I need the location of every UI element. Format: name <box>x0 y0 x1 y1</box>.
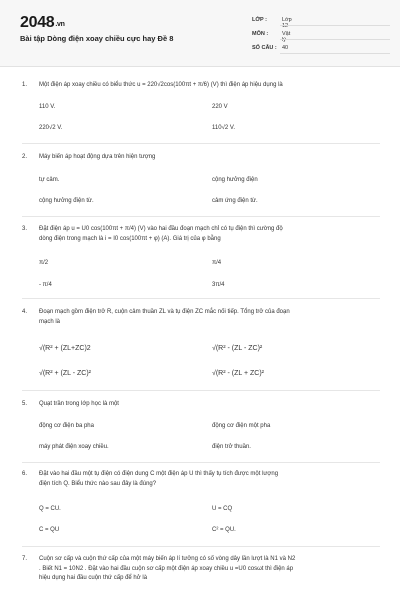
question-number: 1. <box>22 82 28 88</box>
option-4b[interactable]: √(R² - (ZL - ZC)² <box>212 345 263 352</box>
question-text <box>39 81 379 91</box>
meta-class-value: Lớp 12 <box>282 17 292 29</box>
meta-count-value: 40 <box>282 45 289 51</box>
option-2a[interactable]: tự cảm. <box>39 177 60 183</box>
option-3a[interactable]: π/2 <box>39 260 49 266</box>
option-2b[interactable]: cộng hưởng điện <box>212 177 258 183</box>
question-text <box>39 153 379 163</box>
question-line: Máy biến áp hoạt động dựa trên hiện tượng <box>39 154 156 160</box>
option-3d[interactable]: 3π/4 <box>212 282 225 288</box>
page-header <box>0 0 400 67</box>
option-1d[interactable]: 110√2 V. <box>212 125 235 131</box>
question-line: điện tích Q. Biểu thức nào sau đây là đúng? <box>39 480 157 487</box>
option-3b[interactable]: π/4 <box>212 260 222 266</box>
divider <box>22 298 380 299</box>
question-line: hiệu dụng hai đầu cuộn thứ cấp để hở là <box>39 575 148 581</box>
question-line: mạch là <box>39 318 61 325</box>
question-number: 4. <box>22 309 28 315</box>
divider <box>22 216 380 217</box>
option-3c[interactable]: - π/4 <box>39 282 52 288</box>
divider <box>22 390 380 391</box>
divider <box>22 546 380 547</box>
option-6c[interactable]: C = QU <box>39 527 60 533</box>
option-5b[interactable]: động cơ điện một pha <box>212 423 271 429</box>
option-1c[interactable]: 220√2 V. <box>39 125 63 131</box>
option-1a[interactable]: 110 V. <box>39 104 56 110</box>
question-line: . Biết N1 = 10N2 . Đặt vào hai đầu cuộn sơ cấp một điện áp xoay chiều u =U0 cosωt thì điện áp <box>39 565 294 572</box>
logo-text: 2048 <box>20 14 55 31</box>
question-text <box>39 470 379 489</box>
question-line: dòng điện trong mạch là i = I0 cos(100πt + φ) (A). Giá trị của φ bằng <box>39 235 221 242</box>
option-4a[interactable]: √(R² + (ZL+ZC)2 <box>39 345 91 352</box>
option-6b[interactable]: U = CQ <box>212 506 233 512</box>
option-2c[interactable]: cộng hưởng điện từ. <box>39 198 94 204</box>
question-line: Quạt trần trong lớp học là một <box>39 401 119 407</box>
option-5a[interactable]: động cơ điện ba pha <box>39 423 94 429</box>
question-number: 2. <box>22 154 28 160</box>
question-text <box>39 225 379 244</box>
divider <box>22 462 380 463</box>
meta-subject-key: MÔN : <box>252 31 269 37</box>
question-number: 6. <box>22 471 28 477</box>
option-4d[interactable]: √(R² - (ZL + ZC)² <box>212 370 264 377</box>
meta-count-key: SỐ CÂU : <box>252 45 277 51</box>
option-5c[interactable]: máy phát điện xoay chiều. <box>39 444 109 450</box>
question-number: 3. <box>22 226 28 232</box>
question-number: 7. <box>22 556 28 562</box>
question-line: Đặt vào hai đầu một tụ điện có điện dung C một điện áp U thì thấy tụ tích được một lượng <box>39 471 279 477</box>
question-line: Đặt điện áp u = U0 cos(100πt + π/4) (V) vào hai đầu đoạn mạch chỉ có tụ điện thì cường độ <box>39 226 283 232</box>
divider <box>22 143 380 144</box>
site-logo[interactable] <box>20 14 65 32</box>
question-number: 5. <box>22 401 28 407</box>
question-line: Một điện áp xoay chiều có biểu thức u = 220√2cos(100πt + π/6) (V) thì điện áp hiệu dụng là <box>39 82 283 88</box>
option-1b[interactable]: 220 V <box>212 104 228 110</box>
question-line: Cuộn sơ cấp và cuộn thứ cấp của một máy biến áp lí tưởng có số vòng dây lần lượt là N1 và N2 <box>39 556 296 562</box>
question-text <box>39 555 379 584</box>
option-2d[interactable]: cảm ứng điện từ. <box>212 198 258 204</box>
option-4c[interactable]: √(R² + (ZL - ZC)² <box>39 370 91 377</box>
document-title: Bài tập Dòng điện xoay chiều cực hay Đề 8 <box>20 34 174 43</box>
question-text <box>39 308 379 327</box>
option-5d[interactable]: điện trở thuần. <box>212 444 251 450</box>
meta-subject-value: Vật lý <box>282 31 291 43</box>
option-6d[interactable]: C² = QU. <box>212 527 236 533</box>
question-text <box>39 400 379 410</box>
option-6a[interactable]: Q = CU. <box>39 506 61 512</box>
question-line: Đoạn mạch gồm điện trở R, cuộn cảm thuần ZL và tụ điện ZC mắc nối tiếp. Tổng trở của đoạn <box>39 309 290 315</box>
meta-class-key: LỚP : <box>252 17 267 23</box>
logo-suffix: .vn <box>55 21 65 28</box>
